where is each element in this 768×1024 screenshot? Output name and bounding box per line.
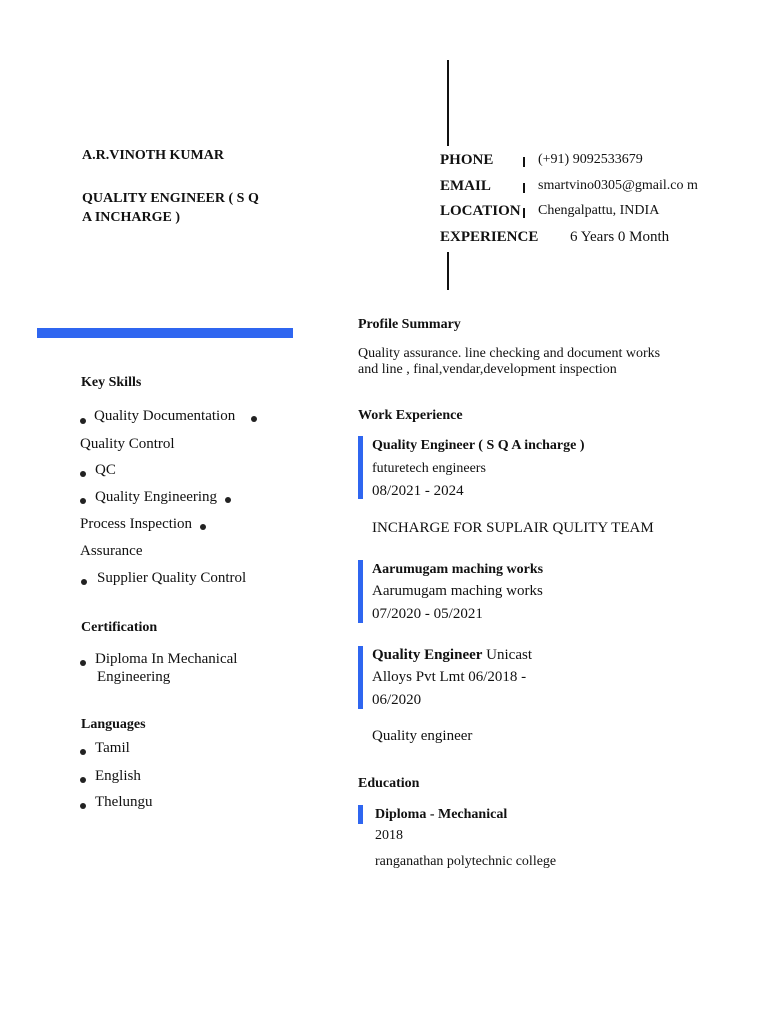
job-title-line-2: A INCHARGE ) [82, 210, 181, 225]
location-label: LOCATION [440, 203, 521, 219]
job-title: Quality Engineer [372, 647, 483, 663]
bullet-icon [80, 777, 86, 783]
job-accent-bar [358, 436, 363, 499]
skill-item: Quality Engineering [95, 489, 218, 505]
experience-value: 6 Years 0 Month [570, 229, 670, 245]
job-company: Aarumugam maching works [372, 583, 543, 599]
profile-summary-heading: Profile Summary [358, 317, 461, 332]
phone-separator [523, 157, 525, 167]
job-accent-bar [358, 646, 363, 709]
language-item: English [95, 768, 141, 784]
certification-line-1: Diploma In Mechanical [95, 651, 238, 667]
skill-item: Quality Documentation [94, 408, 236, 424]
location-separator [523, 208, 525, 218]
location-value: Chengalpattu, INDIA [538, 203, 660, 218]
contact-divider-bottom [447, 252, 449, 290]
job-company-dates: Alloys Pvt Lmt 06/2018 - [372, 669, 527, 685]
skill-item: Assurance [80, 543, 143, 559]
bullet-icon [81, 579, 87, 585]
key-skills-heading: Key Skills [81, 375, 142, 390]
language-item: Tamil [95, 740, 130, 756]
job-title-line [372, 647, 532, 664]
bullet-icon [225, 497, 231, 503]
profile-summary-line-1: Quality assurance. line checking and document works [358, 346, 661, 361]
bullet-icon [80, 803, 86, 809]
job-company: futuretech engineers [372, 461, 486, 476]
phone-label: PHONE [440, 152, 494, 168]
job-accent-bar [358, 560, 363, 623]
education-institution: ranganathan polytechnic college [375, 854, 557, 869]
accent-bar [37, 328, 293, 338]
profile-summary-line-2: and line , final,vendar,development inspection [358, 362, 617, 377]
certification-line-2: Engineering [97, 669, 171, 685]
education-heading: Education [358, 776, 420, 791]
bullet-icon [80, 418, 86, 424]
bullet-icon [80, 498, 86, 504]
email-label: EMAIL [440, 178, 491, 194]
experience-label: EXPERIENCE [440, 229, 539, 245]
candidate-name: A.R.VINOTH KUMAR [82, 148, 224, 163]
job-title: Quality Engineer ( S Q A incharge ) [372, 438, 585, 453]
job-title-line-1: QUALITY ENGINEER ( S Q [82, 191, 259, 206]
job-company: Unicast [486, 647, 532, 663]
certification-heading: Certification [81, 620, 158, 635]
job-dates: 08/2021 - 2024 [372, 483, 464, 499]
bullet-icon [80, 471, 86, 477]
skill-item: Process Inspection [80, 516, 193, 532]
email-value: smartvino0305@gmail.co m [538, 178, 698, 193]
job-dates: 07/2020 - 05/2021 [372, 606, 483, 622]
phone-value: (+91) 9092533679 [538, 152, 643, 167]
bullet-icon [200, 524, 206, 530]
job-description: INCHARGE FOR SUPLAIR QULITY TEAM [372, 520, 654, 536]
skill-item: Supplier Quality Control [97, 570, 247, 586]
bullet-icon [80, 660, 86, 666]
bullet-icon [80, 749, 86, 755]
language-item: Thelungu [95, 794, 153, 810]
skill-item: QC [95, 462, 116, 478]
languages-heading: Languages [81, 717, 146, 732]
email-separator [523, 183, 525, 193]
education-year: 2018 [375, 828, 403, 843]
education-accent-bar [358, 805, 363, 824]
job-dates-end: 06/2020 [372, 692, 422, 708]
contact-divider-top [447, 60, 449, 146]
job-description: Quality engineer [372, 728, 473, 744]
job-title: Aarumugam maching works [372, 562, 544, 577]
bullet-icon [251, 416, 257, 422]
work-experience-heading: Work Experience [358, 408, 463, 423]
education-degree: Diploma - Mechanical [375, 807, 508, 822]
skill-item: Quality Control [80, 436, 175, 452]
